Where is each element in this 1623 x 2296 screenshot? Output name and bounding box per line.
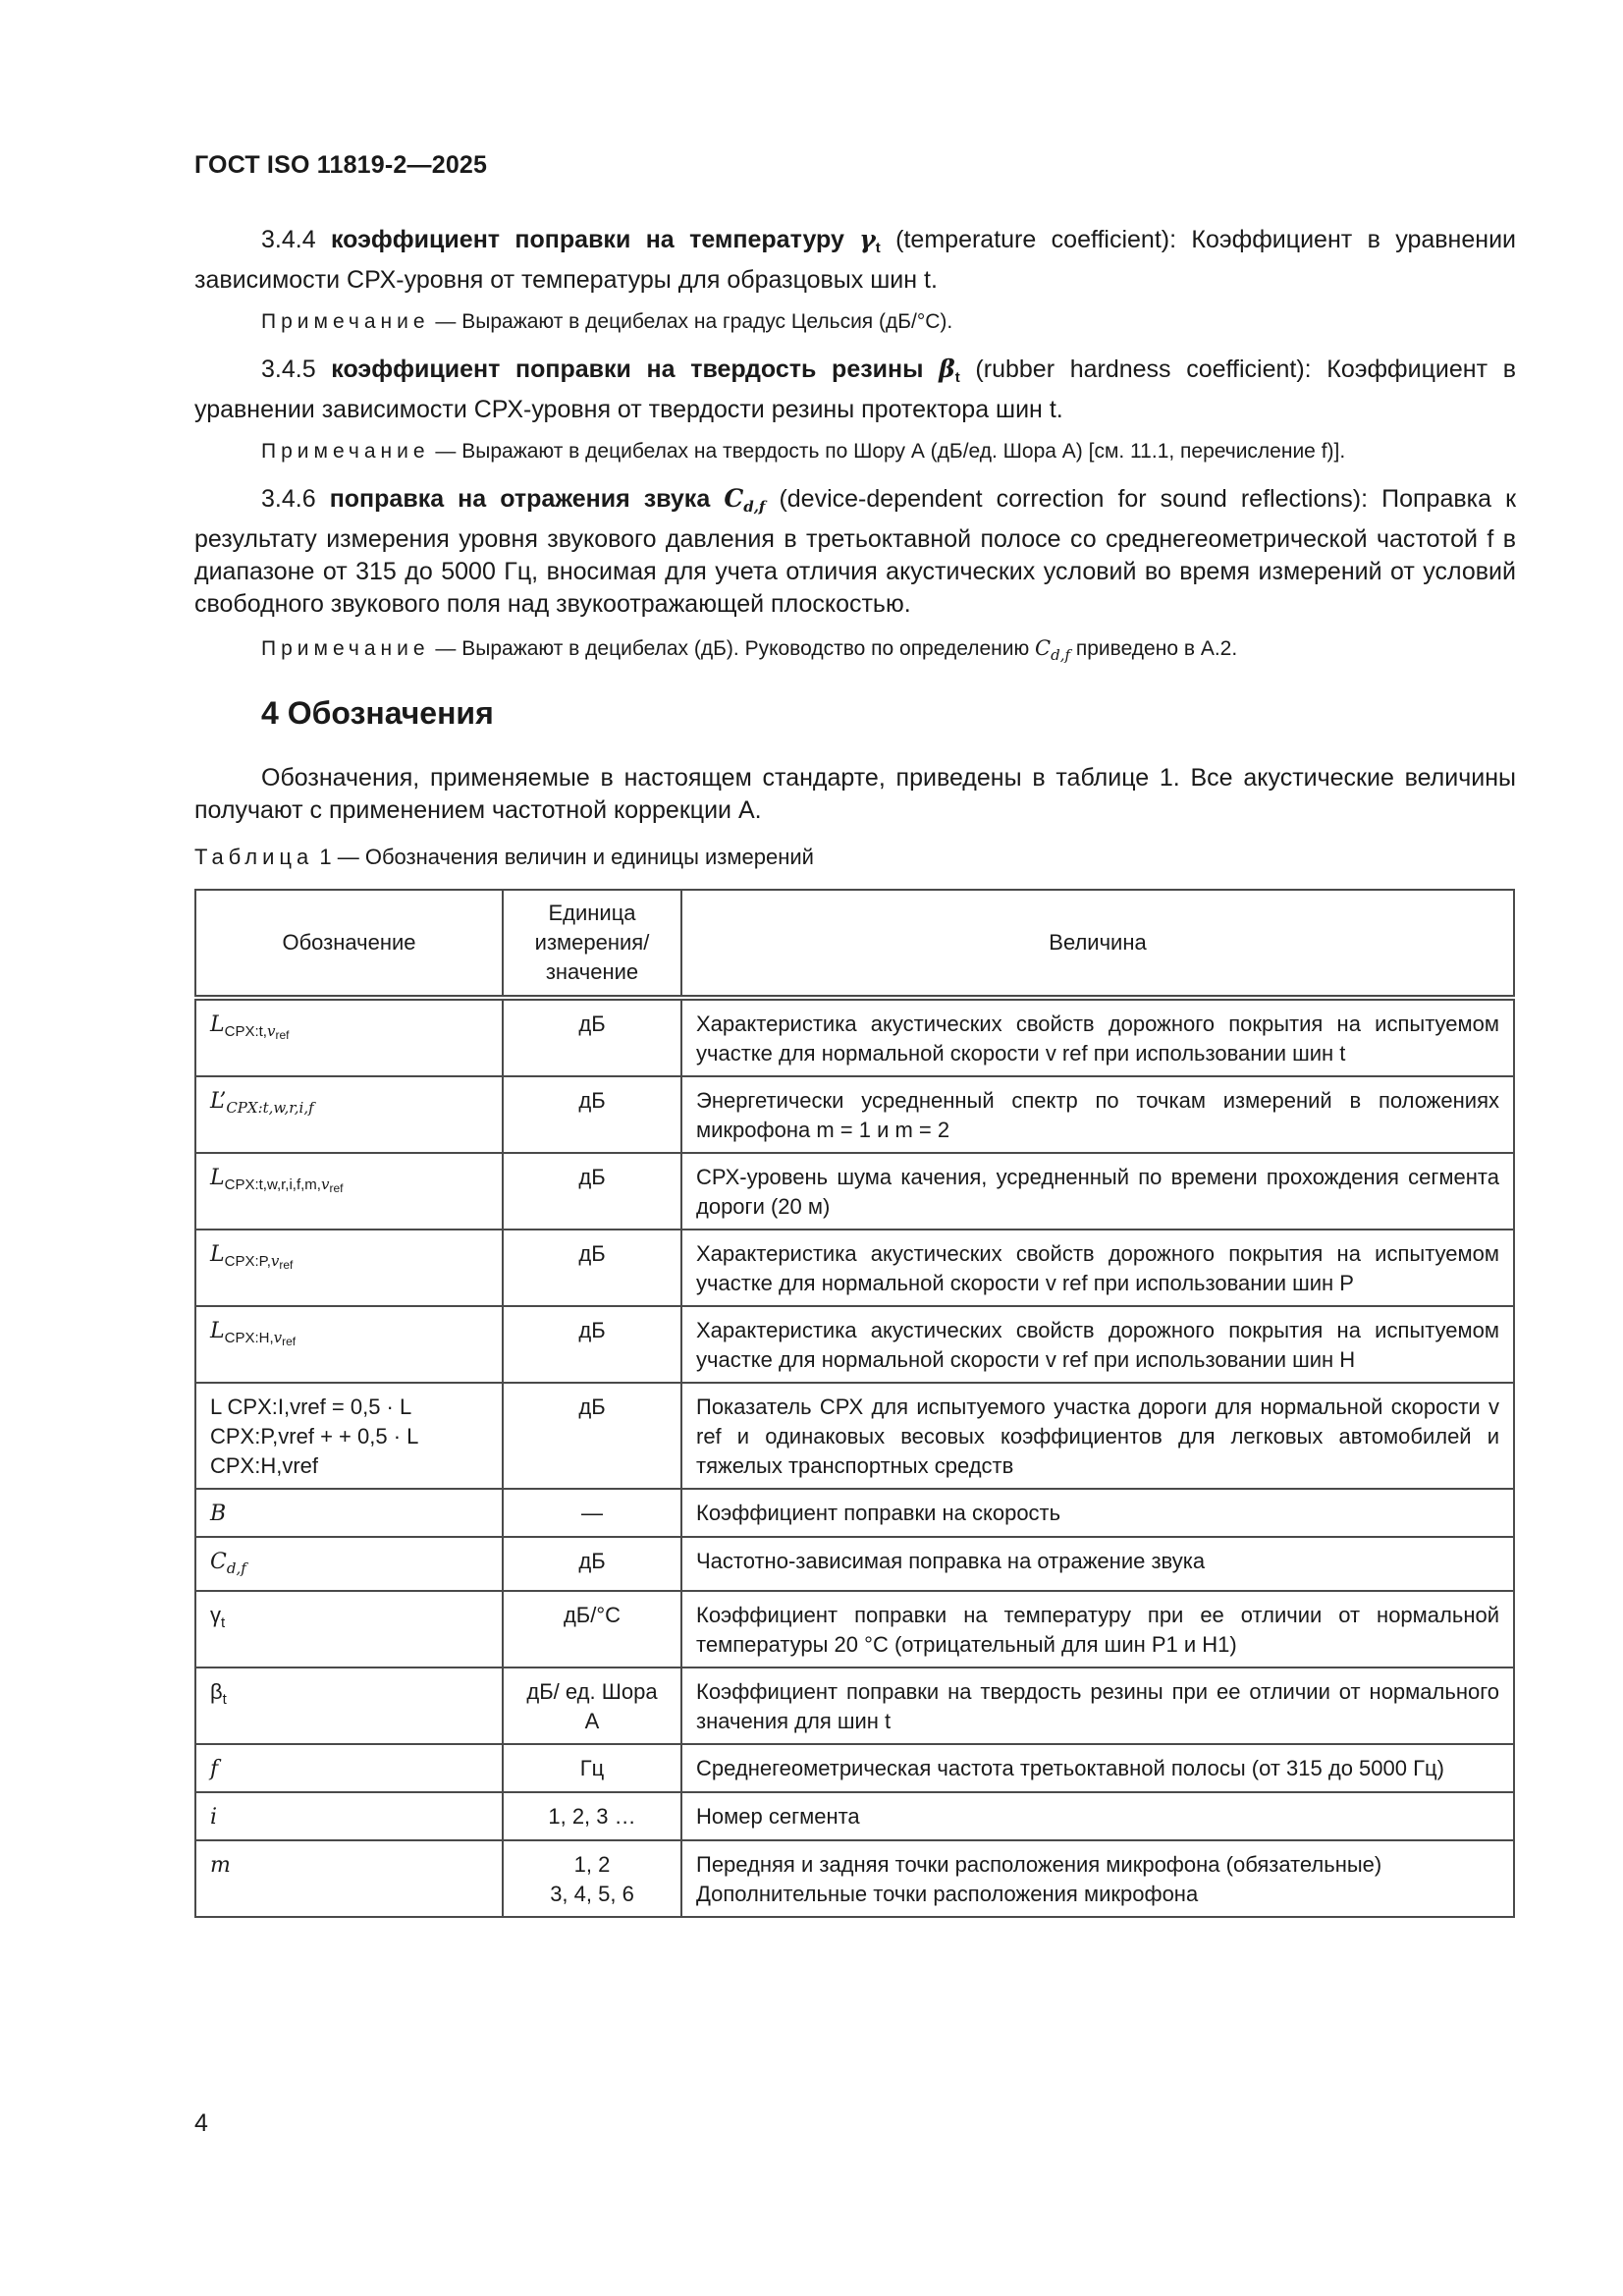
cell-unit: дБ [503,1537,681,1591]
cell-unit: Гц [503,1744,681,1792]
note-symbol: $C_{d,f}$ [1035,636,1071,664]
clause-term: коэффициент поправки на твердость резины [331,355,924,383]
table-row [195,998,1514,1076]
note-text: — Выражают в децибелах на градус Цельсия (дБ/°С). [429,310,953,333]
note-label: Примечание [261,440,430,463]
clause-term: коэффициент поправки на температуру [331,226,844,253]
table-row [195,1667,1514,1744]
note-text: — Выражают в децибелах на твердость по Шору А (дБ/ед. Шора А) [см. 11.1, перечисление f)]. [429,440,1346,463]
cell-symbol: $L_{CPX:P,v_{ref}}$ [195,1230,503,1306]
table-caption: Таблица 1 — Обозначения величин и единицы измерений [194,845,814,869]
clause-term: поправка на отражения звука [329,485,711,513]
cell-symbol: $\gamma_t$ [195,1591,503,1667]
document-header: ГОСТ ISO 11819-2—2025 [194,151,488,179]
note-3-4-5 [261,437,1518,466]
cell-description: Среднегеометрическая частота третьоктавной полосы (от 315 до 5000 Гц) [681,1744,1514,1792]
cell-unit: дБ/°С [503,1591,681,1667]
header-unit: Единица измерения/ значение [503,890,681,998]
table-header-row [195,890,1514,998]
table-row [195,1153,1514,1230]
table-row [195,1076,1514,1153]
cell-symbol: $L’_{CPX:t,w,r,i,f}$ [195,1076,503,1153]
cell-unit: дБ [503,1153,681,1230]
header-quantity: Величина [681,890,1514,998]
clause-symbol: $C_{d,f}$ [724,484,766,516]
section-title: 4 Обозначения [261,695,494,731]
cell-description: Энергетически усредненный спектр по точкам измерений в положениях микрофона m = 1 и m = 2 [681,1076,1514,1153]
cell-description: Коэффициент поправки на скорость [681,1489,1514,1537]
clause-number: 3.4.6 [261,485,316,513]
cell-symbol: f [195,1744,503,1792]
table-row [195,1383,1514,1489]
cell-unit: дБ [503,998,681,1076]
table-row [195,1537,1514,1591]
clause-symbol: $\beta_t$ [939,355,960,386]
note-label: Примечание [261,310,430,333]
symbols-table [194,889,1515,1918]
table-row [195,1840,1514,1917]
table-row [195,1591,1514,1667]
cell-symbol: i [195,1792,503,1840]
cell-description: Номер сегмента [681,1792,1514,1840]
cell-description: Коэффициент поправки на твердость резины при ее отличии от нормального значения для шин t [681,1667,1514,1744]
clause-3-4-5 [194,353,1516,426]
table-row [195,1306,1514,1383]
cell-symbol: $L_{CPX:H,v_{ref}}$ [195,1306,503,1383]
table-row [195,1230,1514,1306]
section-intro: Обозначения, применяемые в настоящем стандарте, приведены в таблице 1. Все акустические величины получают с применением частотной коррекции А. [194,764,1516,824]
cell-description: Характеристика акустических свойств дорожного покрытия на испытуемом участке для нормальной скорости v ref при использовании шин Н [681,1306,1514,1383]
cell-unit: 1, 2, 3 … [503,1792,681,1840]
cell-description: Характеристика акустических свойств дорожного покрытия на испытуемом участке для нормальной скорости v ref при использовании шин t [681,998,1514,1076]
table-row [195,1744,1514,1792]
cell-description: Характеристика акустических свойств дорожного покрытия на испытуемом участке для нормальной скорости v ref при использовании шин Р [681,1230,1514,1306]
clause-definition: (rubber hardness coefficient): Коэффициент в уравнении зависимости СРХ-уровня от твердости резины протектора шин t. [194,355,1516,423]
cell-unit: дБ [503,1230,681,1306]
cell-description: Частотно-зависимая поправка на отражение звука [681,1537,1514,1591]
cell-symbol: $\beta_t$ [195,1667,503,1744]
cell-unit: 1, 2 3, 4, 5, 6 [503,1840,681,1917]
table-row [195,1792,1514,1840]
cell-unit: дБ [503,1306,681,1383]
cell-symbol: $C_{d,f}$ [195,1537,503,1591]
note-3-4-6: Примечание — Выражают в децибелах (дБ). Руководство по определению $C_{d,f}$ приведено в А.2. [261,636,1238,664]
note-3-4-4 [261,307,1518,337]
page-number: 4 [194,2109,208,2137]
clause-definition: (temperature coefficient): Коэффициент в уравнении зависимости СРХ-уровня от температуры для образцовых шин t. [194,226,1517,294]
clause-3-4-4 [194,223,1516,297]
clause-number: 3.4.5 [261,355,316,383]
cell-symbol: m [195,1840,503,1917]
note-label: Примечание [261,637,430,660]
clause-3-4-6 [194,482,1516,621]
cell-description: Передняя и задняя точки расположения микрофона (обязательные) Дополнительные точки расположения микрофона [681,1840,1514,1917]
cell-symbol: B [195,1489,503,1537]
cell-symbol-formula: L CPX:I,vref = 0,5 · L CPX:P,vref + + 0,5 · L CPX:H,vref [195,1383,503,1489]
cell-unit: — [503,1489,681,1537]
cell-unit: дБ [503,1383,681,1489]
cell-description: Коэффициент поправки на температуру при ее отличии от нормальной температуры 20 °С (отрицательный для шин Р1 и Н1) [681,1591,1514,1667]
clause-number: 3.4.4 [261,226,316,253]
table-row [195,1489,1514,1537]
header-symbol: Обозначение [195,890,503,998]
cell-unit: дБ/ ед. Шора А [503,1667,681,1744]
clause-definition: (device-dependent correction for sound reflections): Поправка к результату измерения уровня звукового давления в третьоктавной полосе со среднегеометрической частотой f в диапазоне от 315 до 5000 Гц, вносимая для учета отличия акустических условий во время измерений от условий свободного звукового поля над звукоотражающей плоскостью. [194,485,1517,618]
cell-description: Показатель СРХ для испытуемого участка дороги для нормальной скорости v ref и одинаковых весовых коэффициентов для легковых автомобилей и тяжелых транспортных средств [681,1383,1514,1489]
cell-description: СРХ-уровень шума качения, усредненный по времени прохождения сегмента дороги (20 м) [681,1153,1514,1230]
cell-unit: дБ [503,1076,681,1153]
cell-symbol: $L_{CPX:t,w,r,i,f,m,v_{ref}}$ [195,1153,503,1230]
clause-symbol: $\gamma_t$ [859,225,881,256]
cell-symbol: $L_{CPX:t,v_{ref}}$ [195,998,503,1076]
